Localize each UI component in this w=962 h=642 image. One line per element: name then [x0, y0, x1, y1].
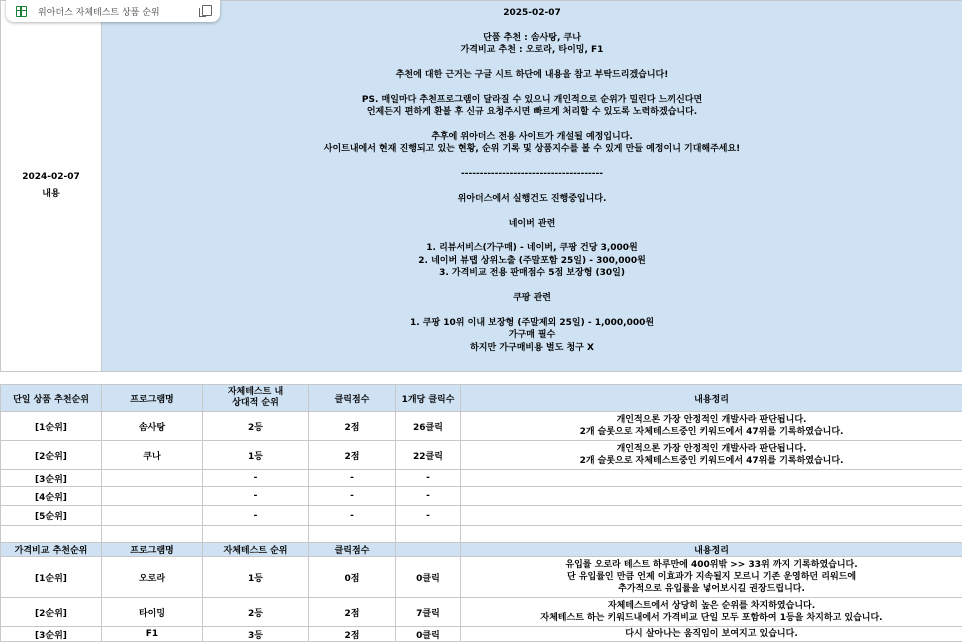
- clicks-cell[interactable]: -: [396, 506, 461, 526]
- header-click-score[interactable]: 클릭점수: [309, 543, 396, 557]
- clicks-cell[interactable]: -: [396, 470, 461, 487]
- notice-line: [102, 156, 962, 168]
- score-cell[interactable]: 2점: [309, 598, 396, 627]
- content-line: 유입률 오로라 테스트 하루만에 400위밖 >> 33위 까지 기록하였습니다.: [565, 560, 858, 570]
- notice-line: 사이트내에서 현재 진행되고 있는 현황, 순위 기록 및 상품지수를 볼 수 있게 만들 예정이니 기대해주세요!: [323, 144, 741, 155]
- relative-cell[interactable]: 3등: [203, 627, 309, 642]
- rank-cell[interactable]: [5순위]: [1, 506, 102, 526]
- content-cell[interactable]: [461, 470, 962, 487]
- notice-label-cell[interactable]: [1, 1, 102, 372]
- relative-cell[interactable]: -: [203, 470, 309, 487]
- single-row-3: [1, 470, 962, 487]
- notice-line: --------------------------------------: [461, 169, 603, 180]
- content-cell[interactable]: [461, 412, 962, 441]
- price-row-1: [1, 557, 962, 598]
- content-line: 추가적으로 유입률을 넣어보시길 권장드립니다.: [618, 584, 805, 594]
- single-row-4: [1, 487, 962, 506]
- content-line: 다시 살아나는 움직임이 보여지고 있습니다.: [625, 629, 798, 639]
- notice-line: 하지만 가구매비용 별도 청구 X: [470, 342, 594, 353]
- content-cell[interactable]: [461, 506, 962, 526]
- rank-cell[interactable]: [3순위]: [1, 627, 102, 642]
- notice-body-cell[interactable]: [102, 1, 962, 372]
- notice-line: 쿠팡 관련: [513, 292, 551, 303]
- notice-date-label: 2024-02-07: [22, 172, 80, 182]
- single-row-2: [1, 441, 962, 470]
- clicks-cell[interactable]: 0클릭: [396, 557, 461, 598]
- price-row-2: [1, 598, 962, 627]
- score-cell[interactable]: 2점: [309, 627, 396, 642]
- program-cell[interactable]: 솜사탕: [102, 412, 203, 441]
- single-row-5: [1, 506, 962, 526]
- program-cell[interactable]: F1: [102, 627, 203, 642]
- clicks-cell[interactable]: 7클릭: [396, 598, 461, 627]
- header-blank[interactable]: [396, 543, 461, 557]
- header-single-rank[interactable]: 단일 상품 추천순위: [1, 385, 102, 412]
- relative-cell[interactable]: -: [203, 487, 309, 506]
- program-cell[interactable]: 쿠나: [102, 441, 203, 470]
- program-cell[interactable]: [102, 506, 203, 526]
- score-cell[interactable]: 2점: [309, 412, 396, 441]
- relative-cell[interactable]: 2등: [203, 412, 309, 441]
- rank-cell[interactable]: [1순위]: [1, 557, 102, 598]
- content-line: 2개 슬롯으로 자체테스트중인 키워드에서 47위를 기록하였습니다.: [579, 456, 844, 466]
- notice-line: 2025-02-07: [503, 8, 561, 18]
- notice-line: 가구매 필수: [508, 330, 556, 341]
- sheet-title-chip[interactable]: [6, 0, 220, 22]
- notice-line: 3. 가격비교 전용 판매점수 5점 보장형 (30일): [439, 268, 625, 279]
- header-content[interactable]: 내용정리: [461, 543, 962, 557]
- notice-line: [102, 19, 962, 31]
- rank-cell[interactable]: [4순위]: [1, 487, 102, 506]
- program-cell[interactable]: [102, 487, 203, 506]
- content-line: 개인적으론 가장 안정적인 개발사라 판단됩니다.: [616, 444, 807, 454]
- notice-line: [102, 205, 962, 217]
- program-cell[interactable]: 오로라: [102, 557, 203, 598]
- notice-line: [102, 57, 962, 69]
- header-relative-rank[interactable]: 자체테스트 내 상대적 순위: [203, 385, 309, 412]
- notice-line: 2. 네이버 뷰탭 상위노출 (주말포함 25일) - 300,000원: [418, 255, 646, 266]
- score-cell[interactable]: 0점: [309, 557, 396, 598]
- notice-line: [102, 81, 962, 93]
- content-line: 자체테스트에서 상당히 높은 순위를 차지하였습니다.: [607, 601, 816, 611]
- clicks-cell[interactable]: 22클릭: [396, 441, 461, 470]
- score-cell[interactable]: -: [309, 487, 396, 506]
- header-clicks-each[interactable]: 1개당 클릭수: [396, 385, 461, 412]
- single-table-header: [1, 385, 962, 412]
- notice-line: PS. 매일마다 추천프로그램이 달라질 수 있으니 개인적으로 순위가 밀린다 느끼신다면: [361, 94, 703, 105]
- rank-cell[interactable]: [1순위]: [1, 412, 102, 441]
- rank-cell[interactable]: [2순위]: [1, 598, 102, 627]
- content-cell[interactable]: [461, 441, 962, 470]
- content-line: 개인적으론 가장 안정적인 개발사라 판단됩니다.: [616, 415, 807, 425]
- content-line: 자체테스트 하는 키워드내에서 가격비교 단일 모두 포함하여 1등을 차지하고 있습니다.: [540, 613, 883, 623]
- content-cell[interactable]: [461, 487, 962, 506]
- notice-line: 추후에 위아더스 전용 사이트가 개설될 예정입니다.: [431, 131, 633, 142]
- rank-cell[interactable]: [2순위]: [1, 441, 102, 470]
- notice-line: 위아더스에서 실행건도 진행중입니다.: [457, 193, 607, 204]
- notice-row: [1, 1, 962, 372]
- content-cell[interactable]: [461, 598, 962, 627]
- header-test-rank[interactable]: 자체테스트 순위: [203, 543, 309, 557]
- header-price-rank[interactable]: 가격비교 추천순위: [1, 543, 102, 557]
- notice-line: 1. 쿠팡 10위 이내 보장형 (주말제외 25일) - 1,000,000원: [409, 317, 655, 328]
- relative-cell[interactable]: 1등: [203, 557, 309, 598]
- program-cell[interactable]: 타이밍: [102, 598, 203, 627]
- notice-line: 가격비교 추천 : 오로라, 타이밍, F1: [460, 45, 604, 56]
- content-cell[interactable]: [461, 627, 962, 642]
- notice-content-label: 내용: [42, 189, 60, 199]
- header-program[interactable]: 프로그램명: [102, 543, 203, 557]
- price-table-header: [1, 543, 962, 557]
- relative-cell[interactable]: 1등: [203, 441, 309, 470]
- empty-row: [1, 526, 962, 543]
- notice-line: [102, 304, 962, 316]
- notice-line: 단품 추천 : 솜사탕, 쿠나: [483, 32, 581, 43]
- content-cell[interactable]: [461, 557, 962, 598]
- rank-cell[interactable]: [3순위]: [1, 470, 102, 487]
- notice-line: [102, 180, 962, 192]
- content-line: 2개 슬롯으로 자체테스트중인 키워드에서 47위를 기록하였습니다.: [579, 427, 844, 437]
- notice-line: 추천에 대한 근거는 구글 시트 하단에 내용을 참고 부탁드리겠습니다!: [395, 69, 669, 80]
- score-cell[interactable]: -: [309, 506, 396, 526]
- single-row-1: [1, 412, 962, 441]
- notice-line: 네이버 관련: [508, 218, 556, 229]
- content-line: 단 유입률인 만큼 언제 이효과가 지속될지 모르니 기존 운영하던 리워드에: [567, 572, 857, 582]
- notice-line: 1. 리뷰서비스(가구매) - 네이버, 쿠팡 건당 3,000원: [426, 243, 638, 254]
- header-click-score[interactable]: 클릭점수: [309, 385, 396, 412]
- header-content[interactable]: 내용정리: [461, 385, 962, 412]
- score-cell[interactable]: 2점: [309, 441, 396, 470]
- copy-icon[interactable]: [202, 5, 212, 16]
- program-cell[interactable]: [102, 470, 203, 487]
- spacer-row: [1, 372, 962, 385]
- spreadsheet-icon: [16, 6, 27, 17]
- notice-line: 언제든지 편하게 환불 후 신규 요청주시면 빠르게 처리할 수 있도록 노력하겠습니다.: [366, 107, 698, 118]
- clicks-cell[interactable]: -: [396, 487, 461, 506]
- clicks-cell[interactable]: 0클릭: [396, 627, 461, 642]
- relative-cell[interactable]: -: [203, 506, 309, 526]
- notice-line: [102, 119, 962, 131]
- price-row-3: [1, 627, 962, 642]
- notice-line: [102, 230, 962, 242]
- sheet-title: 위아더스 자체테스트 상품 순위: [38, 7, 160, 18]
- clicks-cell[interactable]: 26클릭: [396, 412, 461, 441]
- relative-cell[interactable]: 2등: [203, 598, 309, 627]
- notice-line: [102, 280, 962, 292]
- score-cell[interactable]: -: [309, 470, 396, 487]
- header-program[interactable]: 프로그램명: [102, 385, 203, 412]
- notice-text: [102, 7, 962, 354]
